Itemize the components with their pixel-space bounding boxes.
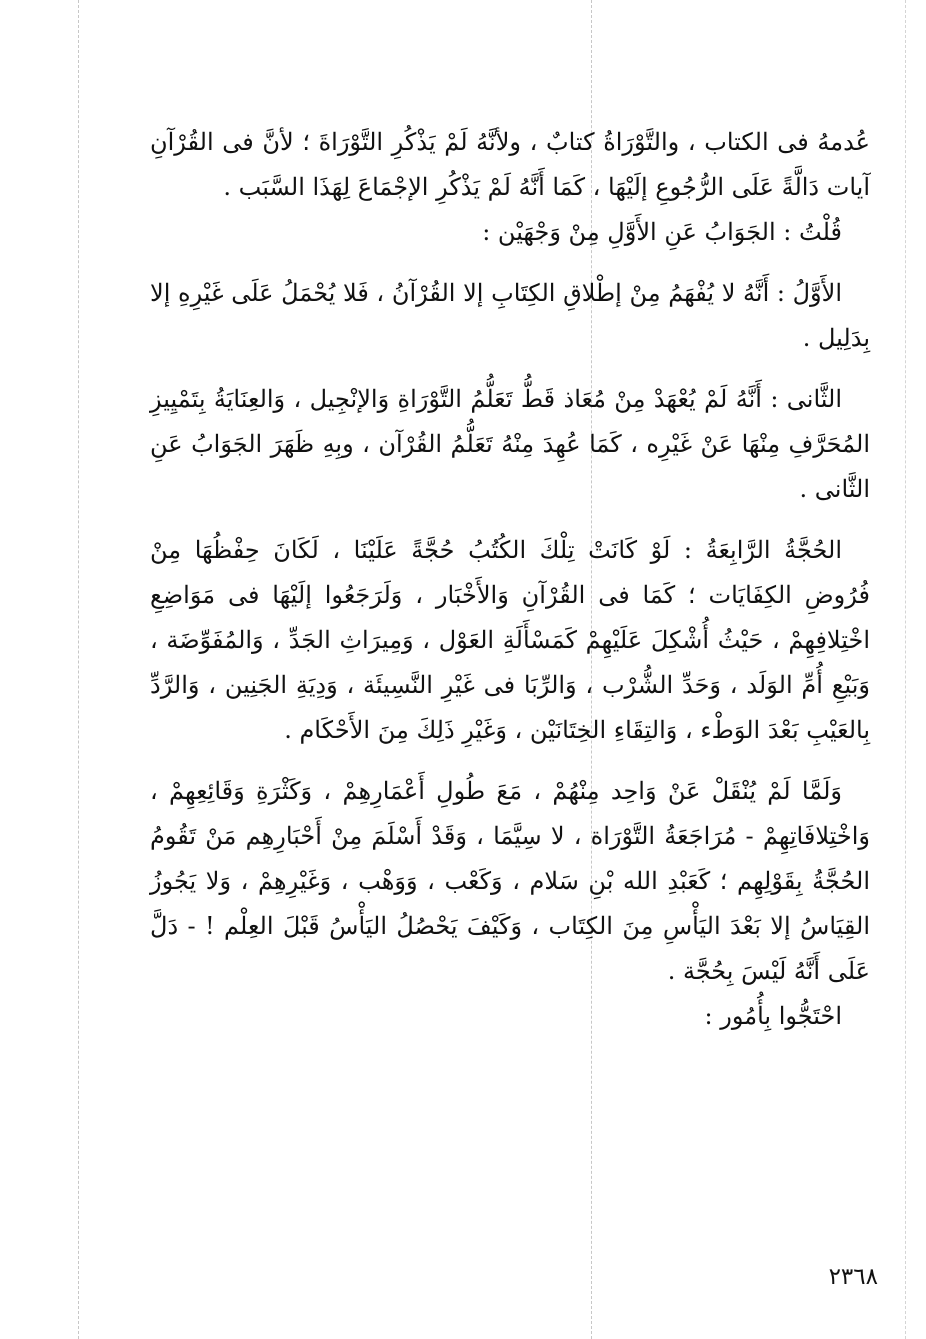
paragraph-answer-intro: قُلْتُ : الجَوَابُ عَنِ الأَوَّلِ مِنْ وَجْهَيْن :: [482, 218, 842, 246]
paragraph-first-answer: الأَوَّلُ : أَنَّهُ لا يُفْهَمُ مِنْ إطْلاقِ الكِتَابِ إلا القُرْآنُ ، فَلا يُحْمَلُ عَلَى غَيْرِهِ إلا بِدَلِيل .: [150, 279, 870, 352]
paragraph-fourth-argument: الحُجَّةُ الرَّابِعَةُ : لَوْ كَانَتْ تِلْكَ الكُتُبُ حُجَّةً عَلَيْنَا ، لَكَانَ حِفْظُهَا مِنْ فُرُوضِ الكِفَايَات ؛ كَمَا فى القُرْآنِ وَالأَخْبَار ، وَلَرَجَعُوا إلَيْهَا فى مَوَاضِعِ اخْتِلافِهِمْ ، حَيْثُ أُشْكِلَ عَلَيْهِمْ كَمَسْأَلَةِ العَوْل ، وَمِيرَاثِ الجَدِّ ، وَالمُفَوِّضَة ، وَبَيْعِ أُمِّ الوَلَد ، وَحَدِّ الشُّرْب ، وَالرِّبَا فى غَيْرِ النَّسِيئَة ، وَدِيَةِ الجَنِين ، وَالرَّدِّ بِالعَيْبِ بَعْدَ الوَطْء ، وَالتِقَاءِ الخِتَانَيْن ، وَغَيْرِ ذَلِكَ مِنَ الأَحْكَام .: [150, 536, 870, 744]
page-number: ٢٣٦٨: [828, 1264, 878, 1290]
paragraph-continuation: عُدمهُ فى الكتاب ، والتَّوْرَاةُ كتابٌ ، ولأنَّهُ لَمْ يَذْكُرِ التَّوْرَاةَ ؛ لأنَّ فى القُرْآنِ آيات دَالَّةً عَلَى الرُّجُوعِ إلَيْهَا ، كَمَا أَنَّهُ لَمْ يَذْكُرِ الإجْمَاعَ لِهَذَا السَّبَب .: [150, 128, 870, 201]
margin-guide-left: [78, 0, 79, 1339]
paragraph-closing-heading: احْتَجُّوا بِأُمُور :: [704, 1002, 842, 1030]
page-body: [150, 120, 870, 1039]
paragraph-companions: وَلَمَّا لَمْ يُنْقَلْ عَنْ وَاحِد مِنْهُمْ ، مَعَ طُولِ أَعْمَارِهِمْ ، وَكَثْرَةِ وَقَائِعِهِمْ ، وَاخْتِلافَاتِهِمْ - مُرَاجَعَةُ التَّوْرَاة ، لا سِيَّمَا ، وَقَدْ أَسْلَمَ مِنْ أَحْبَارِهِم مَنْ تَقُومُ الحُجَّةُ بِقَوْلِهِم ؛ كَعَبْدِ الله بْنِ سَلام ، وَكَعْب ، وَوَهْب ، وَغَيْرِهِمْ ، وَلا يَجُوزُ القِيَاسُ إلا بَعْدَ اليَأْسِ مِنَ الكِتَاب ، وَكَيْفَ يَحْصُلُ اليَأْسُ قَبْلَ العِلْم ! - دَلَّ عَلَى أَنَّهُ لَيْسَ بِحُجَّة .: [150, 777, 870, 985]
paragraph-second-answer: الثَّانى : أَنَّهُ لَمْ يُعْهَدْ مِنْ مُعَاذ قَطُّ تَعَلُّمُ التَّوْرَاةِ وَالإنْجِيل ، وَالعِنَايَةُ بِتَمْيِيزِ المُحَرَّفِ مِنْهَا عَنْ غَيْرِه ، كَمَا عُهِدَ مِنْهُ تَعَلُّمُ القُرْآن ، وبِهِ ظَهَرَ الجَوَابُ عَنِ الثَّانى .: [150, 385, 870, 503]
margin-guide-right: [905, 0, 906, 1339]
